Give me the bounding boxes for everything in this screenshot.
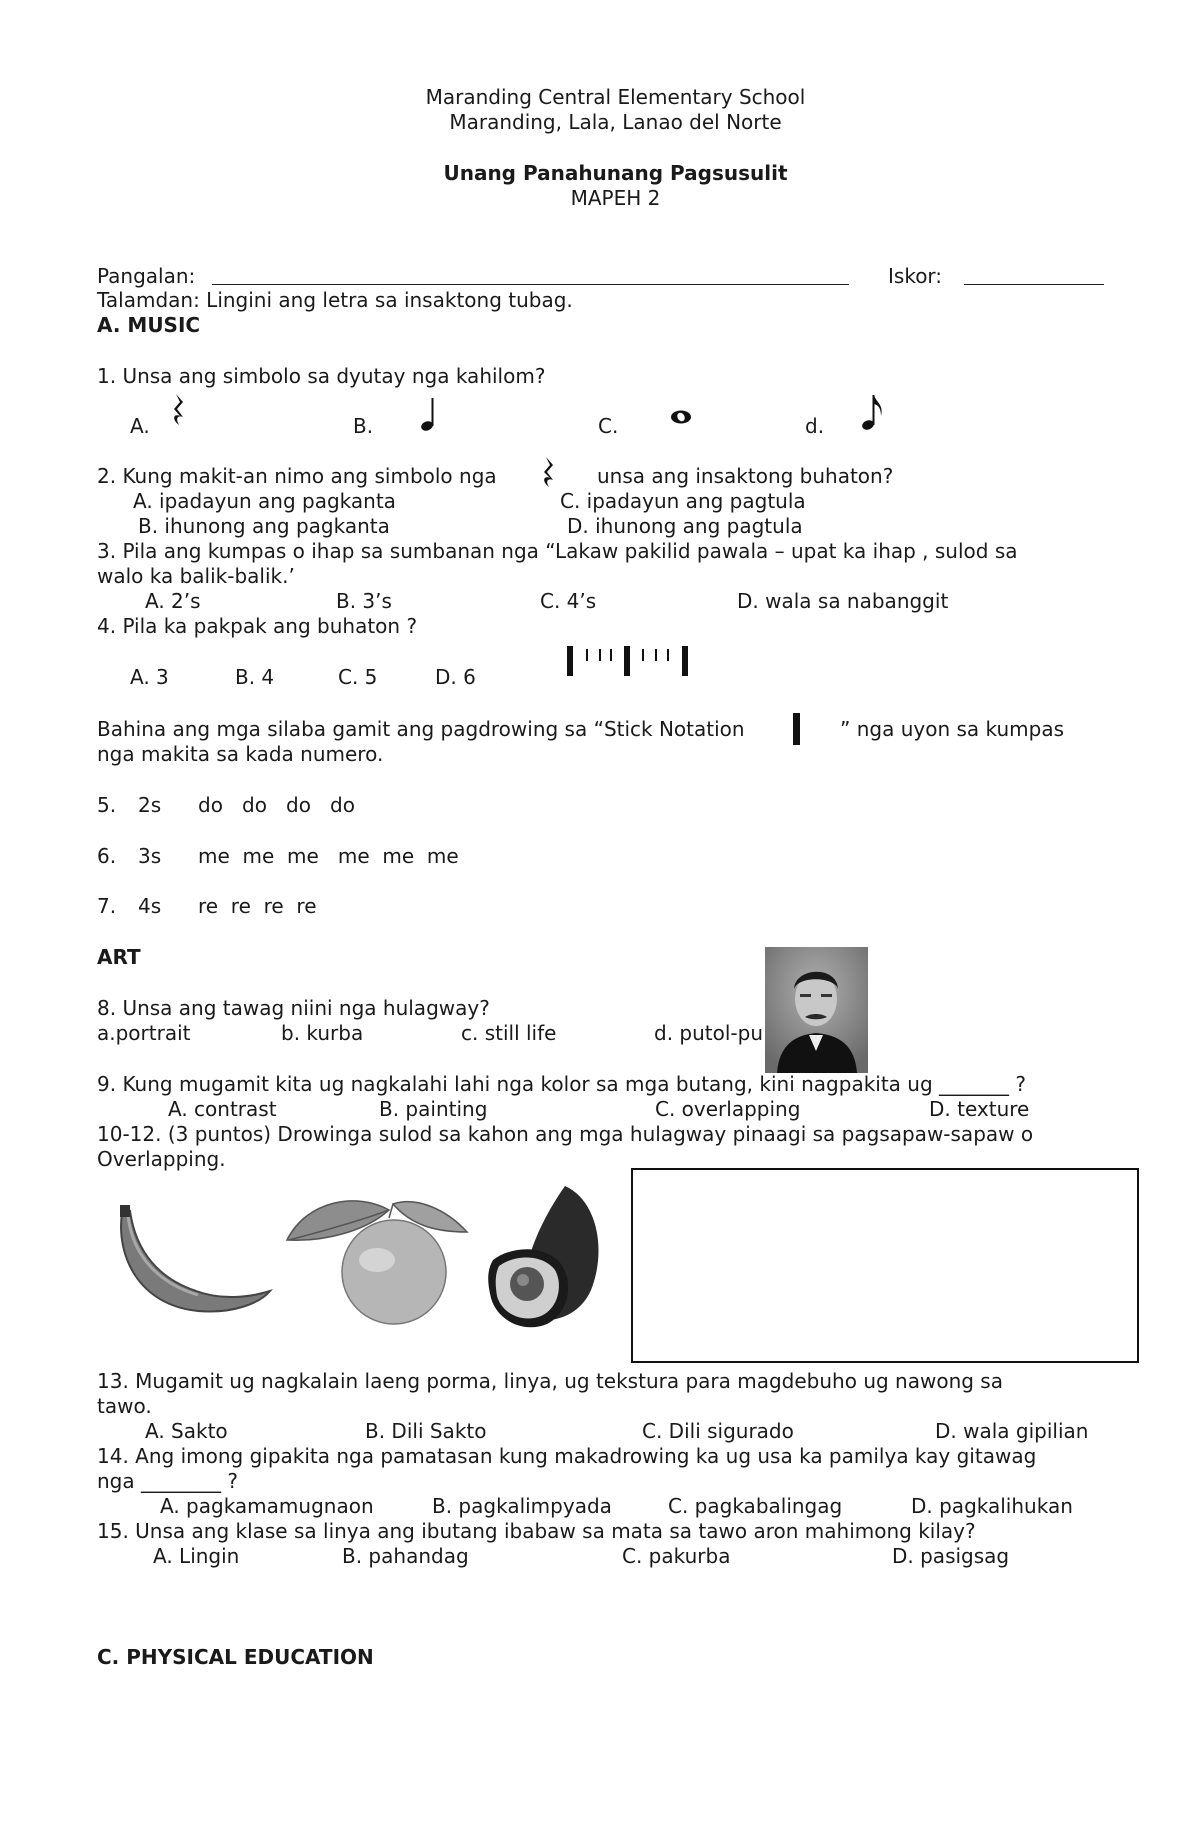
q8-choice-b[interactable]: b. kurba xyxy=(281,1021,364,1045)
q13-choice-d[interactable]: D. wala gipilian xyxy=(935,1419,1089,1443)
item-6-syllables: me me me me me me xyxy=(198,844,459,868)
q14-line2: nga ________ ? xyxy=(97,1469,238,1493)
q13-line1: 13. Mugamit ug nagkalain laeng porma, linya, ug tekstura para magdebuho ug nawong sa xyxy=(97,1369,1003,1393)
q15-choice-c[interactable]: C. pakurba xyxy=(622,1544,731,1568)
q10-line2: Overlapping. xyxy=(97,1147,226,1171)
stick-bar-icon xyxy=(793,713,801,745)
item-7-num: 7. xyxy=(97,894,117,918)
item-5-syllables: do do do do xyxy=(198,793,355,817)
eighth-note-icon xyxy=(860,392,888,432)
subject: MAPEH 2 xyxy=(570,186,661,210)
portrait-photo xyxy=(765,947,868,1073)
q3-choice-a[interactable]: A. 2’s xyxy=(145,589,201,613)
name-label: Pangalan: xyxy=(97,264,196,288)
exam-title: Unang Panahunang Pagsusulit xyxy=(443,161,788,185)
q8-choice-d[interactable]: d. putol-pu xyxy=(654,1021,764,1045)
q2-question-a: 2. Kung makit-an nimo ang simbolo nga xyxy=(97,464,497,488)
stick-notation-icon xyxy=(566,644,696,678)
q1-choice-c[interactable]: C. xyxy=(598,414,619,438)
q8-choice-a[interactable]: a.portrait xyxy=(97,1021,191,1045)
art-heading: ART xyxy=(97,945,141,969)
quarter-rest-icon xyxy=(541,455,559,489)
q9-choice-b[interactable]: B. painting xyxy=(379,1097,488,1121)
q15-choice-b[interactable]: B. pahandag xyxy=(342,1544,469,1568)
item-7-syllables: re re re re xyxy=(198,894,317,918)
q9-question: 9. Kung mugamit kita ug nagkalahi lahi nga kolor sa mga butang, kini nagpakita ug _______ ? xyxy=(97,1072,1026,1096)
item-5-meter: 2s xyxy=(138,793,162,817)
q10-line1: 10-12. (3 puntos) Drowinga sulod sa kahon ang mga hulagway pinaagi sa pagsapaw-sapaw o xyxy=(97,1122,1034,1146)
score-label: Iskor: xyxy=(888,264,943,288)
q2-choice-d[interactable]: D. ihunong ang pagtula xyxy=(567,514,803,538)
q3-choice-c[interactable]: C. 4’s xyxy=(540,589,597,613)
q2-choice-a[interactable]: A. ipadayun ang pagkanta xyxy=(133,489,396,513)
q2-choice-c[interactable]: C. ipadayun ang pagtula xyxy=(560,489,806,513)
q9-choice-c[interactable]: C. overlapping xyxy=(655,1097,801,1121)
q4-question: 4. Pila ka pakpak ang buhaton ? xyxy=(97,614,418,638)
item-7-meter: 4s xyxy=(138,894,162,918)
q3-choice-d[interactable]: D. wala sa nabanggit xyxy=(737,589,949,613)
drawing-answer-box[interactable] xyxy=(631,1168,1139,1363)
q2-question-b: unsa ang insaktong buhaton? xyxy=(597,464,894,488)
stick-instruction-line2: nga makita sa kada numero. xyxy=(97,742,384,766)
q4-choice-b[interactable]: B. 4 xyxy=(235,665,275,689)
item-6-meter: 3s xyxy=(138,844,162,868)
q1-choice-a[interactable]: A. xyxy=(130,414,150,438)
stick-instruction-a: Bahina ang mga silaba gamit ang pagdrowing sa “Stick Notation xyxy=(97,717,745,741)
q15-choice-d[interactable]: D. pasigsag xyxy=(892,1544,1010,1568)
q4-choice-d[interactable]: D. 6 xyxy=(435,665,476,689)
score-field[interactable] xyxy=(964,262,1104,285)
q14-line1: 14. Ang imong gipakita nga pamatasan kung makadrowing ka ug usa ka pamilya kay gitawag xyxy=(97,1444,1037,1468)
q14-choice-d[interactable]: D. pagkalihukan xyxy=(911,1494,1073,1518)
q3-line1: 3. Pila ang kumpas o ihap sa sumbanan nga “Lakaw pakilid pawala – upat ka ihap , sulod sa xyxy=(97,539,1018,563)
q15-choice-a[interactable]: A. Lingin xyxy=(153,1544,240,1568)
q1-choice-b[interactable]: B. xyxy=(353,414,374,438)
music-heading: A. MUSIC xyxy=(97,313,201,337)
q14-choice-a[interactable]: A. pagkamamugnaon xyxy=(160,1494,374,1518)
name-field[interactable] xyxy=(212,262,849,285)
orange-image xyxy=(277,1190,477,1330)
item-5-num: 5. xyxy=(97,793,117,817)
stick-instruction-b: ” nga uyon sa kumpas xyxy=(840,717,1065,741)
q4-choice-c[interactable]: C. 5 xyxy=(338,665,378,689)
q8-question: 8. Unsa ang tawag niini nga hulagway? xyxy=(97,996,490,1020)
q14-choice-b[interactable]: B. pagkalimpyada xyxy=(432,1494,612,1518)
q9-choice-d[interactable]: D. texture xyxy=(929,1097,1030,1121)
q3-choice-b[interactable]: B. 3’s xyxy=(336,589,392,613)
q2-choice-b[interactable]: B. ihunong ang pagkanta xyxy=(138,514,390,538)
school-address: Maranding, Lala, Lanao del Norte xyxy=(449,110,782,134)
q1-choice-d[interactable]: d. xyxy=(805,414,825,438)
q1-question: 1. Unsa ang simbolo sa dyutay nga kahilom? xyxy=(97,364,546,388)
item-6-num: 6. xyxy=(97,844,117,868)
q8-choice-c[interactable]: c. still life xyxy=(461,1021,557,1045)
avocado-image xyxy=(487,1180,613,1330)
q15-question: 15. Unsa ang klase sa linya ang ibutang ibabaw sa mata sa tawo aron mahimong kilay? xyxy=(97,1519,976,1543)
pe-heading: C. PHYSICAL EDUCATION xyxy=(97,1645,374,1669)
quarter-rest-icon xyxy=(170,392,190,428)
q3-line2: walo ka balik-balik.’ xyxy=(97,564,295,588)
q13-line2: tawo. xyxy=(97,1394,152,1418)
q9-choice-a[interactable]: A. contrast xyxy=(168,1097,277,1121)
q14-choice-c[interactable]: C. pagkabalingag xyxy=(668,1494,843,1518)
whole-note-icon xyxy=(669,409,693,425)
instruction: Talamdan: Lingini ang letra sa insaktong tubag. xyxy=(97,288,573,312)
quarter-note-icon xyxy=(420,396,440,432)
q13-choice-b[interactable]: B. Dili Sakto xyxy=(365,1419,487,1443)
school-name: Maranding Central Elementary School xyxy=(425,85,806,109)
q4-choice-a[interactable]: A. 3 xyxy=(130,665,169,689)
q13-choice-a[interactable]: A. Sakto xyxy=(145,1419,228,1443)
banana-image xyxy=(108,1195,278,1325)
q13-choice-c[interactable]: C. Dili sigurado xyxy=(642,1419,794,1443)
